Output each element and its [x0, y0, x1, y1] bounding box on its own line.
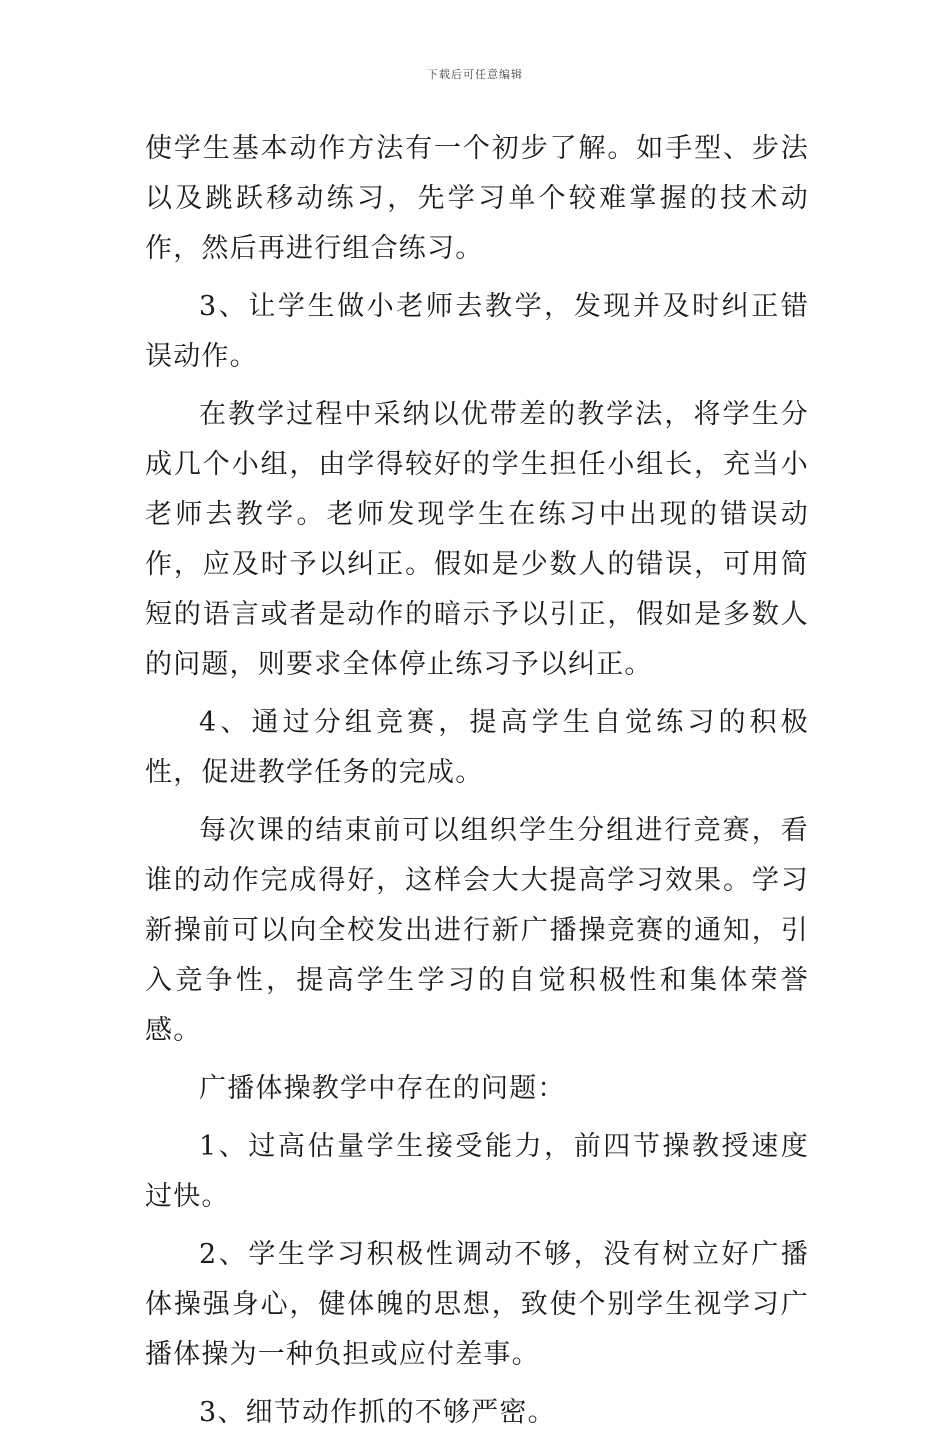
document-body [145, 124, 809, 1438]
paragraph-continuation: 使学生基本动作方法有一个初步了解。如手型、步法以及跳跃移动练习，先学习单个较难掌握的技术动作，然后再进行组合练习。 [145, 133, 809, 264]
paragraph-problem-1: 1、过高估量学生接受能力，前四节操教授速度过快。 [145, 1131, 809, 1212]
paragraph-item-4-heading: 4、通过分组竞赛，提高学生自觉练习的积极性，促进教学任务的完成。 [145, 707, 809, 788]
header-note: 下载后可任意编辑 [427, 68, 523, 81]
paragraph-item-3-body: 在教学过程中采纳以优带差的教学法，将学生分成几个小组，由学得较好的学生担任小组长，充当小老师去教学。老师发现学生在练习中出现的错误动作，应及时予以纠正。假如是少数人的错误，可用简短的语言或者是动作的暗示予以引正，假如是多数人的问题，则要求全体停止练习予以纠正。 [145, 399, 809, 680]
paragraph-problem-3: 3、细节动作抓的不够严密。 [199, 1397, 556, 1428]
paragraph-item-3-heading: 3、让学生做小老师去教学，发现并及时纠正错误动作。 [145, 291, 809, 372]
paragraph-problem-2: 2、学生学习积极性调动不够，没有树立好广播体操强身心，健体魄的思想，致使个别学生视学习广播体操为一种负担或应付差事。 [145, 1239, 809, 1370]
paragraph-item-4-body: 每次课的结束前可以组织学生分组进行竞赛，看谁的动作完成得好，这样会大大提高学习效果。学习新操前可以向全校发出进行新广播操竞赛的通知，引入竞争性，提高学生学习的自觉积极性和集体荣誉感。 [145, 815, 809, 1046]
paragraph-problems-heading: 广播体操教学中存在的问题： [199, 1073, 566, 1104]
